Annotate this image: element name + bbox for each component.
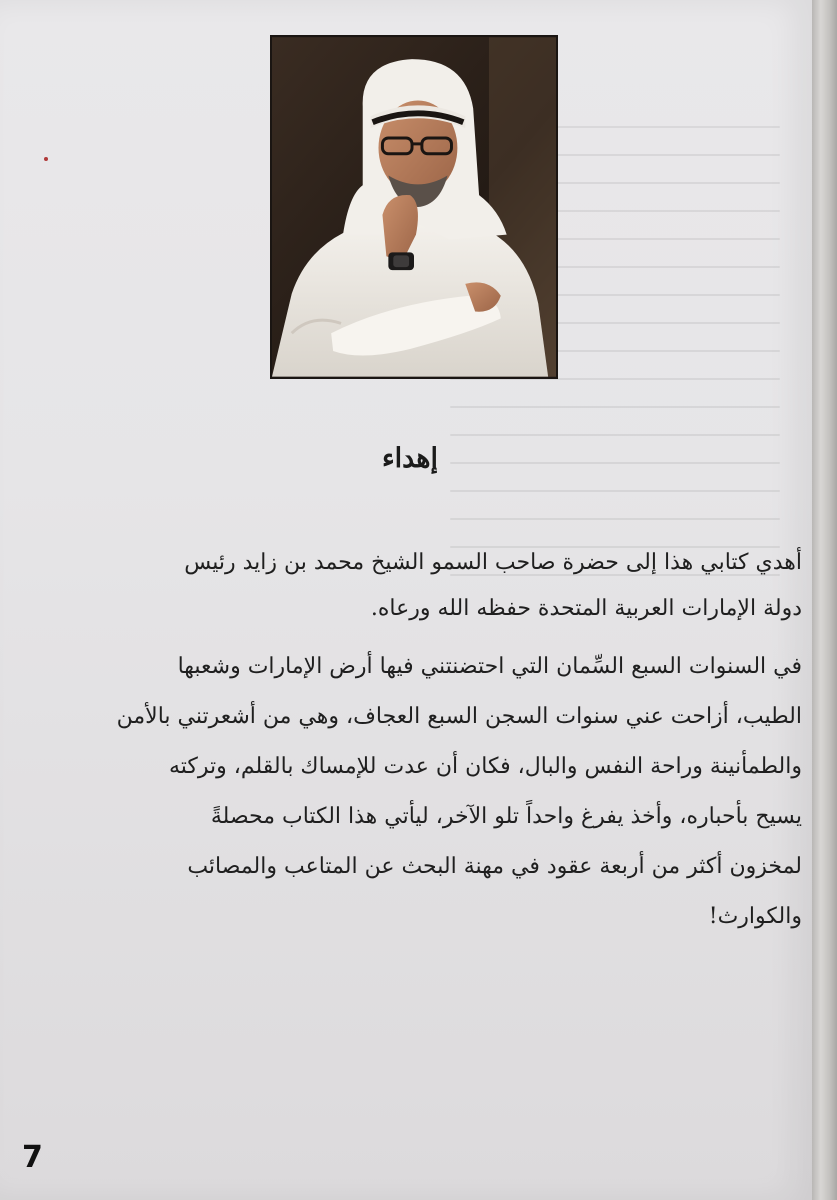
paragraph-line: دولة الإمارات العربية المتحدة حفظه الله ورعاه. xyxy=(370,596,802,621)
paragraph-line: والكوارث! xyxy=(708,904,802,929)
ink-dot xyxy=(44,157,48,161)
paragraph-line: في السنوات السبع السِّمان التي احتضنتني فيها أرض الإمارات وشعبها xyxy=(177,654,802,679)
adjacent-page-edge xyxy=(812,0,837,1200)
paragraph-line: أهدي كتابي هذا إلى حضرة صاحب السمو الشيخ محمد بن زايد رئيس xyxy=(184,550,802,575)
paragraph-line: يسيح بأحباره، وأخذ يفرغ واحداً تلو الآخر، ليأتي هذا الكتاب محصلةً xyxy=(210,804,802,829)
paragraph-line: والطمأنينة وراحة النفس والبال، فكان أن عدت للإمساك بالقلم، وتركته xyxy=(168,754,802,779)
dedication-paragraph-2 xyxy=(34,642,802,942)
paragraph-line: لمخزون أكثر من أربعة عقود في مهنة البحث عن المتاعب والمصائب xyxy=(187,854,802,879)
page-number: 7 xyxy=(22,1140,43,1175)
dedication-paragraph-1 xyxy=(34,540,802,632)
dedication-heading: إهداء xyxy=(381,443,439,474)
paragraph-line: الطيب، أزاحت عني سنوات السجن السبع العجاف، وهي من أشعرتني بالأمن xyxy=(116,704,802,729)
dedication-portrait-photo xyxy=(270,35,558,379)
dedication-text xyxy=(34,540,802,942)
portrait-illustration xyxy=(272,37,556,377)
